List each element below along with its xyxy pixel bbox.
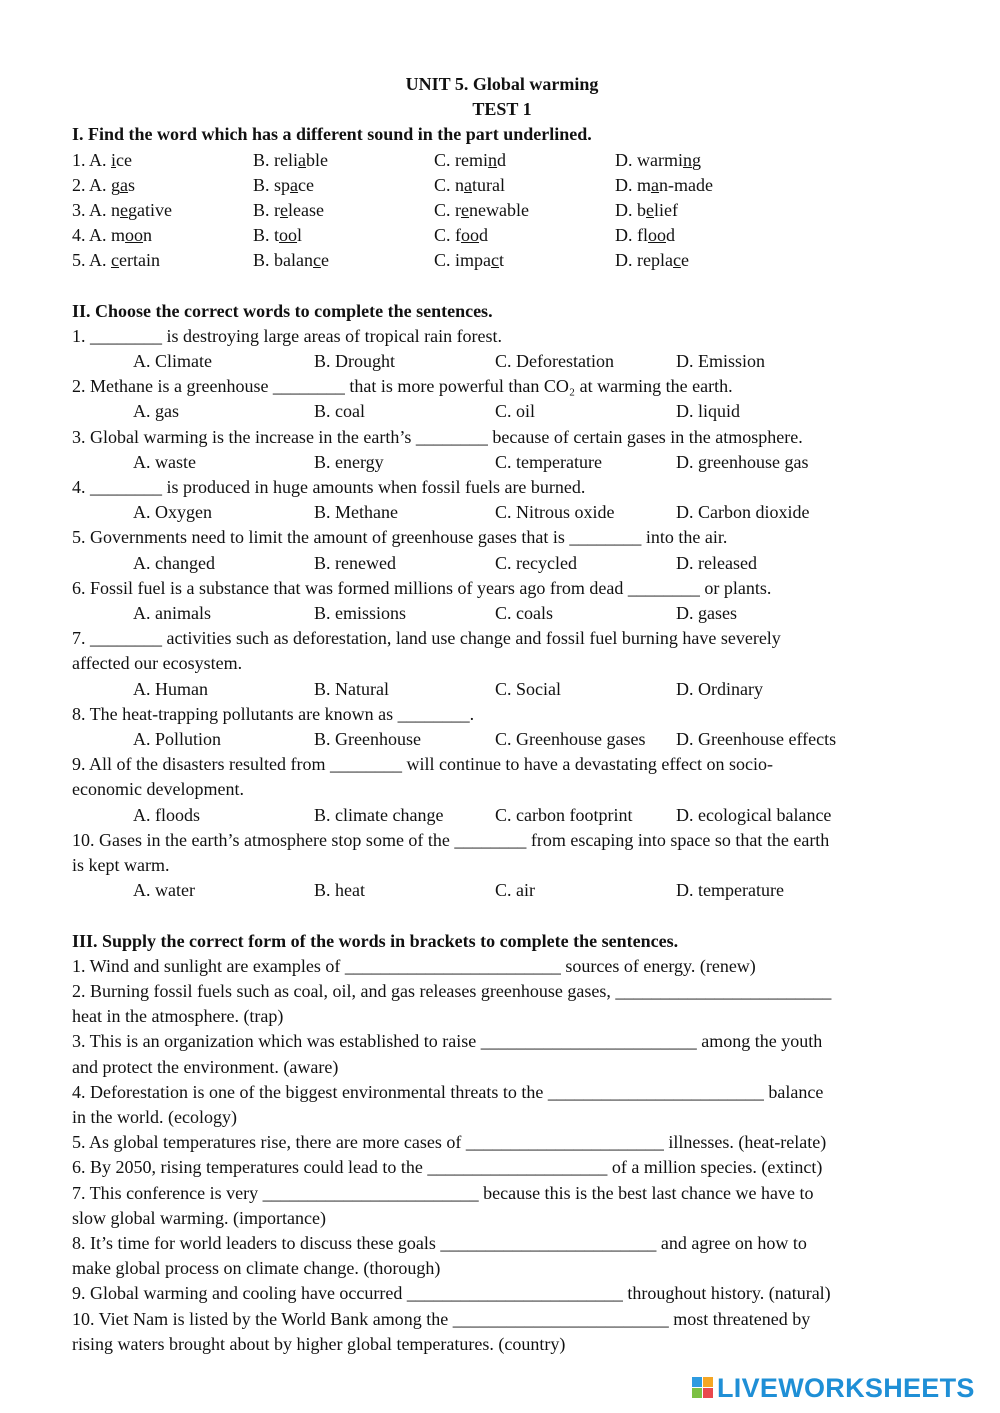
question-text: 5. Governments need to limit the amount of greenhouse gases that is ________ into the air. xyxy=(72,527,728,548)
underlined-part: oo xyxy=(461,225,480,246)
question-text: 9. All of the disasters resulted from ________ will continue to have a devastating effect on socio- xyxy=(72,754,773,775)
logo-grid-icon xyxy=(692,1377,714,1399)
word-part: ble xyxy=(306,149,329,170)
logo-square xyxy=(692,1377,702,1387)
question-text: 7. ________ activities such as deforestation, land use change and fossil fuel burning have severely xyxy=(72,628,781,649)
underlined-part: c xyxy=(491,250,500,271)
pronunciation-option xyxy=(72,198,253,223)
answer-option[interactable]: B. Drought xyxy=(314,351,395,372)
option-letter: D. xyxy=(615,250,637,271)
answer-option[interactable]: C. Nitrous oxide xyxy=(495,502,615,523)
pronunciation-option xyxy=(253,223,434,248)
underlined-part: c xyxy=(672,250,681,271)
word-part: ce xyxy=(116,149,133,170)
underlined-part: n xyxy=(488,149,498,170)
word-part: s xyxy=(128,174,136,195)
answer-options xyxy=(72,399,932,424)
pronunciation-option xyxy=(615,223,675,248)
option-letter: A. xyxy=(89,149,112,170)
option-letter: D. xyxy=(615,149,637,170)
pronunciation-option xyxy=(615,198,678,223)
pronunciation-option xyxy=(615,248,689,273)
option-letter: D. xyxy=(615,225,637,246)
question-number: 2. xyxy=(72,174,90,195)
word-part: n xyxy=(111,200,121,221)
mc-question xyxy=(72,828,932,904)
answer-option[interactable]: A. floods xyxy=(133,804,200,825)
word-part: t xyxy=(274,225,280,246)
word-form-line: 4. Deforestation is one of the biggest environmental threats to the ________________________ balance xyxy=(72,1081,824,1102)
option-letter: C. xyxy=(434,174,456,195)
question-text: 4. ________ is produced in huge amounts when fossil fuels are burned. xyxy=(72,477,586,498)
underlined-part: oo xyxy=(648,225,666,246)
question-text: is kept warm. xyxy=(72,855,170,876)
answer-option[interactable]: A. Oxygen xyxy=(133,502,212,523)
answer-option[interactable]: A. changed xyxy=(133,552,215,573)
word-part: impa xyxy=(455,250,492,271)
pronunciation-option xyxy=(253,148,434,173)
underlined-part: n xyxy=(682,149,692,170)
option-letter: A. xyxy=(89,174,112,195)
word-part: g xyxy=(111,174,121,195)
underlined-part: a xyxy=(120,174,129,195)
option-letter: A. xyxy=(89,225,112,246)
pronunciation-option xyxy=(434,198,615,223)
question-text: 10. Gases in the earth’s atmosphere stop some of the ________ from escaping into space so that the earth xyxy=(72,829,830,850)
answer-option[interactable]: B. climate change xyxy=(314,804,444,825)
question-text: 3. Global warming is the increase in the earth’s ________ because of certain gases in the atmosphere. xyxy=(72,426,803,447)
answer-option[interactable]: A. waste xyxy=(133,451,196,472)
pronunciation-row xyxy=(72,148,932,173)
mc-question xyxy=(72,475,932,525)
answer-options xyxy=(72,878,932,903)
pronunciation-option xyxy=(72,148,253,173)
section-1-heading: I. Find the word which has a different sound in the part underlined. xyxy=(72,124,592,145)
answer-option[interactable]: D. liquid xyxy=(676,401,741,422)
answer-option[interactable]: C. coals xyxy=(495,603,553,624)
underlined-part: e xyxy=(280,200,289,221)
answer-option[interactable]: B. Natural xyxy=(314,678,389,699)
answer-option[interactable]: C. Deforestation xyxy=(495,351,614,372)
underlined-part: a xyxy=(290,174,299,195)
answer-options xyxy=(72,601,932,626)
word-part: reli xyxy=(274,149,299,170)
pronunciation-option xyxy=(253,173,434,198)
answer-option[interactable]: C. carbon footprint xyxy=(495,804,633,825)
logo-text: LIVEWORKSHEETS xyxy=(717,1372,975,1403)
answer-option[interactable]: D. released xyxy=(676,552,757,573)
pronunciation-option xyxy=(434,223,615,248)
pronunciation-option xyxy=(72,173,253,198)
answer-option[interactable]: C. oil xyxy=(495,401,536,422)
section-1-rows xyxy=(72,148,932,274)
word-part: fl xyxy=(637,225,648,246)
answer-option[interactable]: A. Pollution xyxy=(133,729,222,750)
word-form-line: 9. Global warming and cooling have occurred ________________________ throughout history. (natural) xyxy=(72,1283,831,1304)
section-2-questions xyxy=(72,324,932,904)
answer-option[interactable]: C. Social xyxy=(495,678,561,699)
answer-option[interactable]: D. Emission xyxy=(676,351,766,372)
word-part: gative xyxy=(128,200,172,221)
word-form-line: 6. By 2050, rising temperatures could lead to the ____________________ of a million species. (extinct) xyxy=(72,1157,823,1178)
section-3-lines xyxy=(72,954,932,1357)
underlined-part: a xyxy=(651,174,660,195)
answer-option[interactable]: A. water xyxy=(133,880,195,901)
option-letter: D. xyxy=(615,174,637,195)
word-form-line: and protect the environment. (aware) xyxy=(72,1056,339,1077)
mc-question xyxy=(72,576,932,626)
answer-option[interactable]: A. gas xyxy=(133,401,179,422)
answer-option[interactable]: D. Greenhouse effects xyxy=(676,729,837,750)
worksheet-page xyxy=(72,72,932,1357)
question-text: 1. ________ is destroying large areas of tropical rain forest. xyxy=(72,325,503,346)
mc-question xyxy=(72,374,932,424)
pronunciation-option xyxy=(434,248,615,273)
word-form-line: make global process on climate change. (thorough) xyxy=(72,1258,441,1279)
answer-option[interactable]: D. ecological balance xyxy=(676,804,832,825)
answer-option[interactable]: B. emissions xyxy=(314,603,407,624)
word-form-line: slow global warming. (importance) xyxy=(72,1207,326,1228)
answer-option[interactable]: D. Ordinary xyxy=(676,678,763,699)
answer-options xyxy=(72,349,932,374)
test-title: TEST 1 xyxy=(472,99,532,120)
option-letter: B. xyxy=(253,250,275,271)
answer-option[interactable]: C. recycled xyxy=(495,552,577,573)
question-text: 8. The heat-trapping pollutants are known as ________. xyxy=(72,703,475,724)
answer-option[interactable]: B. Greenhouse xyxy=(314,729,421,750)
answer-option[interactable]: C. Greenhouse gases xyxy=(495,729,646,750)
pronunciation-option xyxy=(434,148,615,173)
word-part: m xyxy=(637,174,652,195)
word-form-line: 8. It’s time for world leaders to discuss these goals ________________________ and agree on how to xyxy=(72,1232,807,1253)
answer-option[interactable]: B. heat xyxy=(314,880,365,901)
question-text: economic development. xyxy=(72,779,244,800)
mc-question xyxy=(72,702,932,752)
answer-options xyxy=(72,727,932,752)
word-form-line: 5. As global temperatures rise, there are more cases of ______________________ illnesses. (heat-relate) xyxy=(72,1132,827,1153)
answer-option[interactable]: D. gases xyxy=(676,603,737,624)
answer-options xyxy=(72,677,932,702)
question-text: affected our ecosystem. xyxy=(72,653,243,674)
question-number: 3. xyxy=(72,200,90,221)
word-part: ertain xyxy=(119,250,160,271)
word-part: d xyxy=(497,149,507,170)
word-part: sp xyxy=(274,174,291,195)
word-part: f xyxy=(455,225,462,246)
question-text: 2. Methane is a greenhouse ________ that is more powerful than CO₂ at warming the earth. xyxy=(72,376,733,397)
option-letter: D. xyxy=(615,200,637,221)
word-part: l xyxy=(297,225,303,246)
word-part: n-made xyxy=(659,174,713,195)
underlined-part: c xyxy=(111,250,120,271)
word-form-line: 2. Burning fossil fuels such as coal, oil, and gas releases greenhouse gases, ________________________ xyxy=(72,980,832,1001)
pronunciation-row xyxy=(72,223,932,248)
word-form-line: 10. Viet Nam is listed by the World Bank among the ________________________ most threatened by xyxy=(72,1308,811,1329)
question-number: 1. xyxy=(72,149,90,170)
word-part: g xyxy=(691,149,701,170)
option-letter: C. xyxy=(434,225,456,246)
word-part: repla xyxy=(637,250,673,271)
word-part: tural xyxy=(472,174,506,195)
answer-option[interactable]: A. Climate xyxy=(133,351,212,372)
pronunciation-option xyxy=(72,223,253,248)
answer-option[interactable]: D. temperature xyxy=(676,880,784,901)
word-part: d xyxy=(666,225,675,246)
answer-option[interactable]: B. Methane xyxy=(314,502,398,523)
answer-option[interactable]: A. Human xyxy=(133,678,208,699)
word-part: b xyxy=(637,200,646,221)
word-form-line: in the world. (ecology) xyxy=(72,1106,237,1127)
word-form-line: 1. Wind and sunlight are examples of ________________________ sources of energy. (renew) xyxy=(72,955,756,976)
mc-question xyxy=(72,626,932,702)
mc-question xyxy=(72,752,932,828)
word-part: m xyxy=(111,225,126,246)
underlined-part: e xyxy=(120,200,129,221)
underlined-part: a xyxy=(464,174,473,195)
pronunciation-option xyxy=(615,173,713,198)
section-2-heading: II. Choose the correct words to complete the sentences. xyxy=(72,300,493,321)
answer-option[interactable]: C. temperature xyxy=(495,451,602,472)
option-letter: B. xyxy=(253,225,275,246)
word-part: d xyxy=(479,225,489,246)
option-letter: B. xyxy=(253,174,275,195)
word-part: remi xyxy=(455,149,489,170)
word-part: lief xyxy=(654,200,678,221)
option-letter: C. xyxy=(434,250,456,271)
answer-option[interactable]: B. coal xyxy=(314,401,365,422)
pronunciation-option xyxy=(253,198,434,223)
answer-option[interactable]: B. energy xyxy=(314,451,384,472)
mc-question xyxy=(72,525,932,575)
option-letter: C. xyxy=(434,200,456,221)
word-form-line: 7. This conference is very ________________________ because this is the best last chance we have to xyxy=(72,1182,814,1203)
option-letter: B. xyxy=(253,149,275,170)
liveworksheets-logo xyxy=(692,1373,975,1403)
word-part: n xyxy=(455,174,465,195)
word-part: ce xyxy=(298,174,315,195)
word-part: e xyxy=(680,250,689,271)
underlined-part: a xyxy=(298,149,307,170)
word-part: balan xyxy=(274,250,313,271)
underlined-part: e xyxy=(461,200,470,221)
word-part: e xyxy=(321,250,329,271)
option-letter: A. xyxy=(89,250,112,271)
question-number: 4. xyxy=(72,225,90,246)
word-part: r xyxy=(274,200,281,221)
pronunciation-row xyxy=(72,198,932,223)
mc-question xyxy=(72,425,932,475)
section-3-heading: III. Supply the correct form of the words in brackets to complete the sentences. xyxy=(72,930,679,951)
underlined-part: oo xyxy=(279,225,298,246)
underlined-part: e xyxy=(646,200,654,221)
question-text: 6. Fossil fuel is a substance that was formed millions of years ago from dead ________ or plants. xyxy=(72,577,772,598)
pronunciation-option xyxy=(615,148,701,173)
option-letter: C. xyxy=(434,149,456,170)
logo-square xyxy=(692,1388,702,1398)
pronunciation-option xyxy=(253,248,434,273)
answer-option[interactable]: C. air xyxy=(495,880,535,901)
answer-options xyxy=(72,450,932,475)
answer-option[interactable]: A. animals xyxy=(133,603,211,624)
word-form-line: 3. This is an organization which was established to raise ________________________ among the youth xyxy=(72,1031,823,1052)
word-form-line: heat in the atmosphere. (trap) xyxy=(72,1006,284,1027)
answer-options xyxy=(72,500,932,525)
answer-options xyxy=(72,803,932,828)
pronunciation-option xyxy=(434,173,615,198)
option-letter: B. xyxy=(253,200,275,221)
word-form-line: rising waters brought about by higher global temperatures. (country) xyxy=(72,1333,566,1354)
word-part: r xyxy=(455,200,462,221)
word-part: newable xyxy=(469,200,529,221)
mc-question xyxy=(72,324,932,374)
word-part: warmi xyxy=(637,149,683,170)
answer-options xyxy=(72,551,932,576)
word-part: n xyxy=(143,225,153,246)
unit-title: UNIT 5. Global warming xyxy=(405,74,599,94)
logo-square xyxy=(703,1377,713,1387)
underlined-part: i xyxy=(111,149,117,170)
answer-option[interactable]: D. Carbon dioxide xyxy=(676,502,810,523)
answer-option[interactable]: D. greenhouse gas xyxy=(676,451,809,472)
pronunciation-option xyxy=(72,248,253,273)
pronunciation-row xyxy=(72,173,932,198)
answer-option[interactable]: B. renewed xyxy=(314,552,396,573)
question-number: 5. xyxy=(72,250,90,271)
option-letter: A. xyxy=(89,200,112,221)
word-part: t xyxy=(499,250,505,271)
underlined-part: c xyxy=(313,250,321,271)
underlined-part: oo xyxy=(125,225,144,246)
pronunciation-row xyxy=(72,248,932,273)
logo-square xyxy=(703,1388,713,1398)
word-part: lease xyxy=(288,200,324,221)
